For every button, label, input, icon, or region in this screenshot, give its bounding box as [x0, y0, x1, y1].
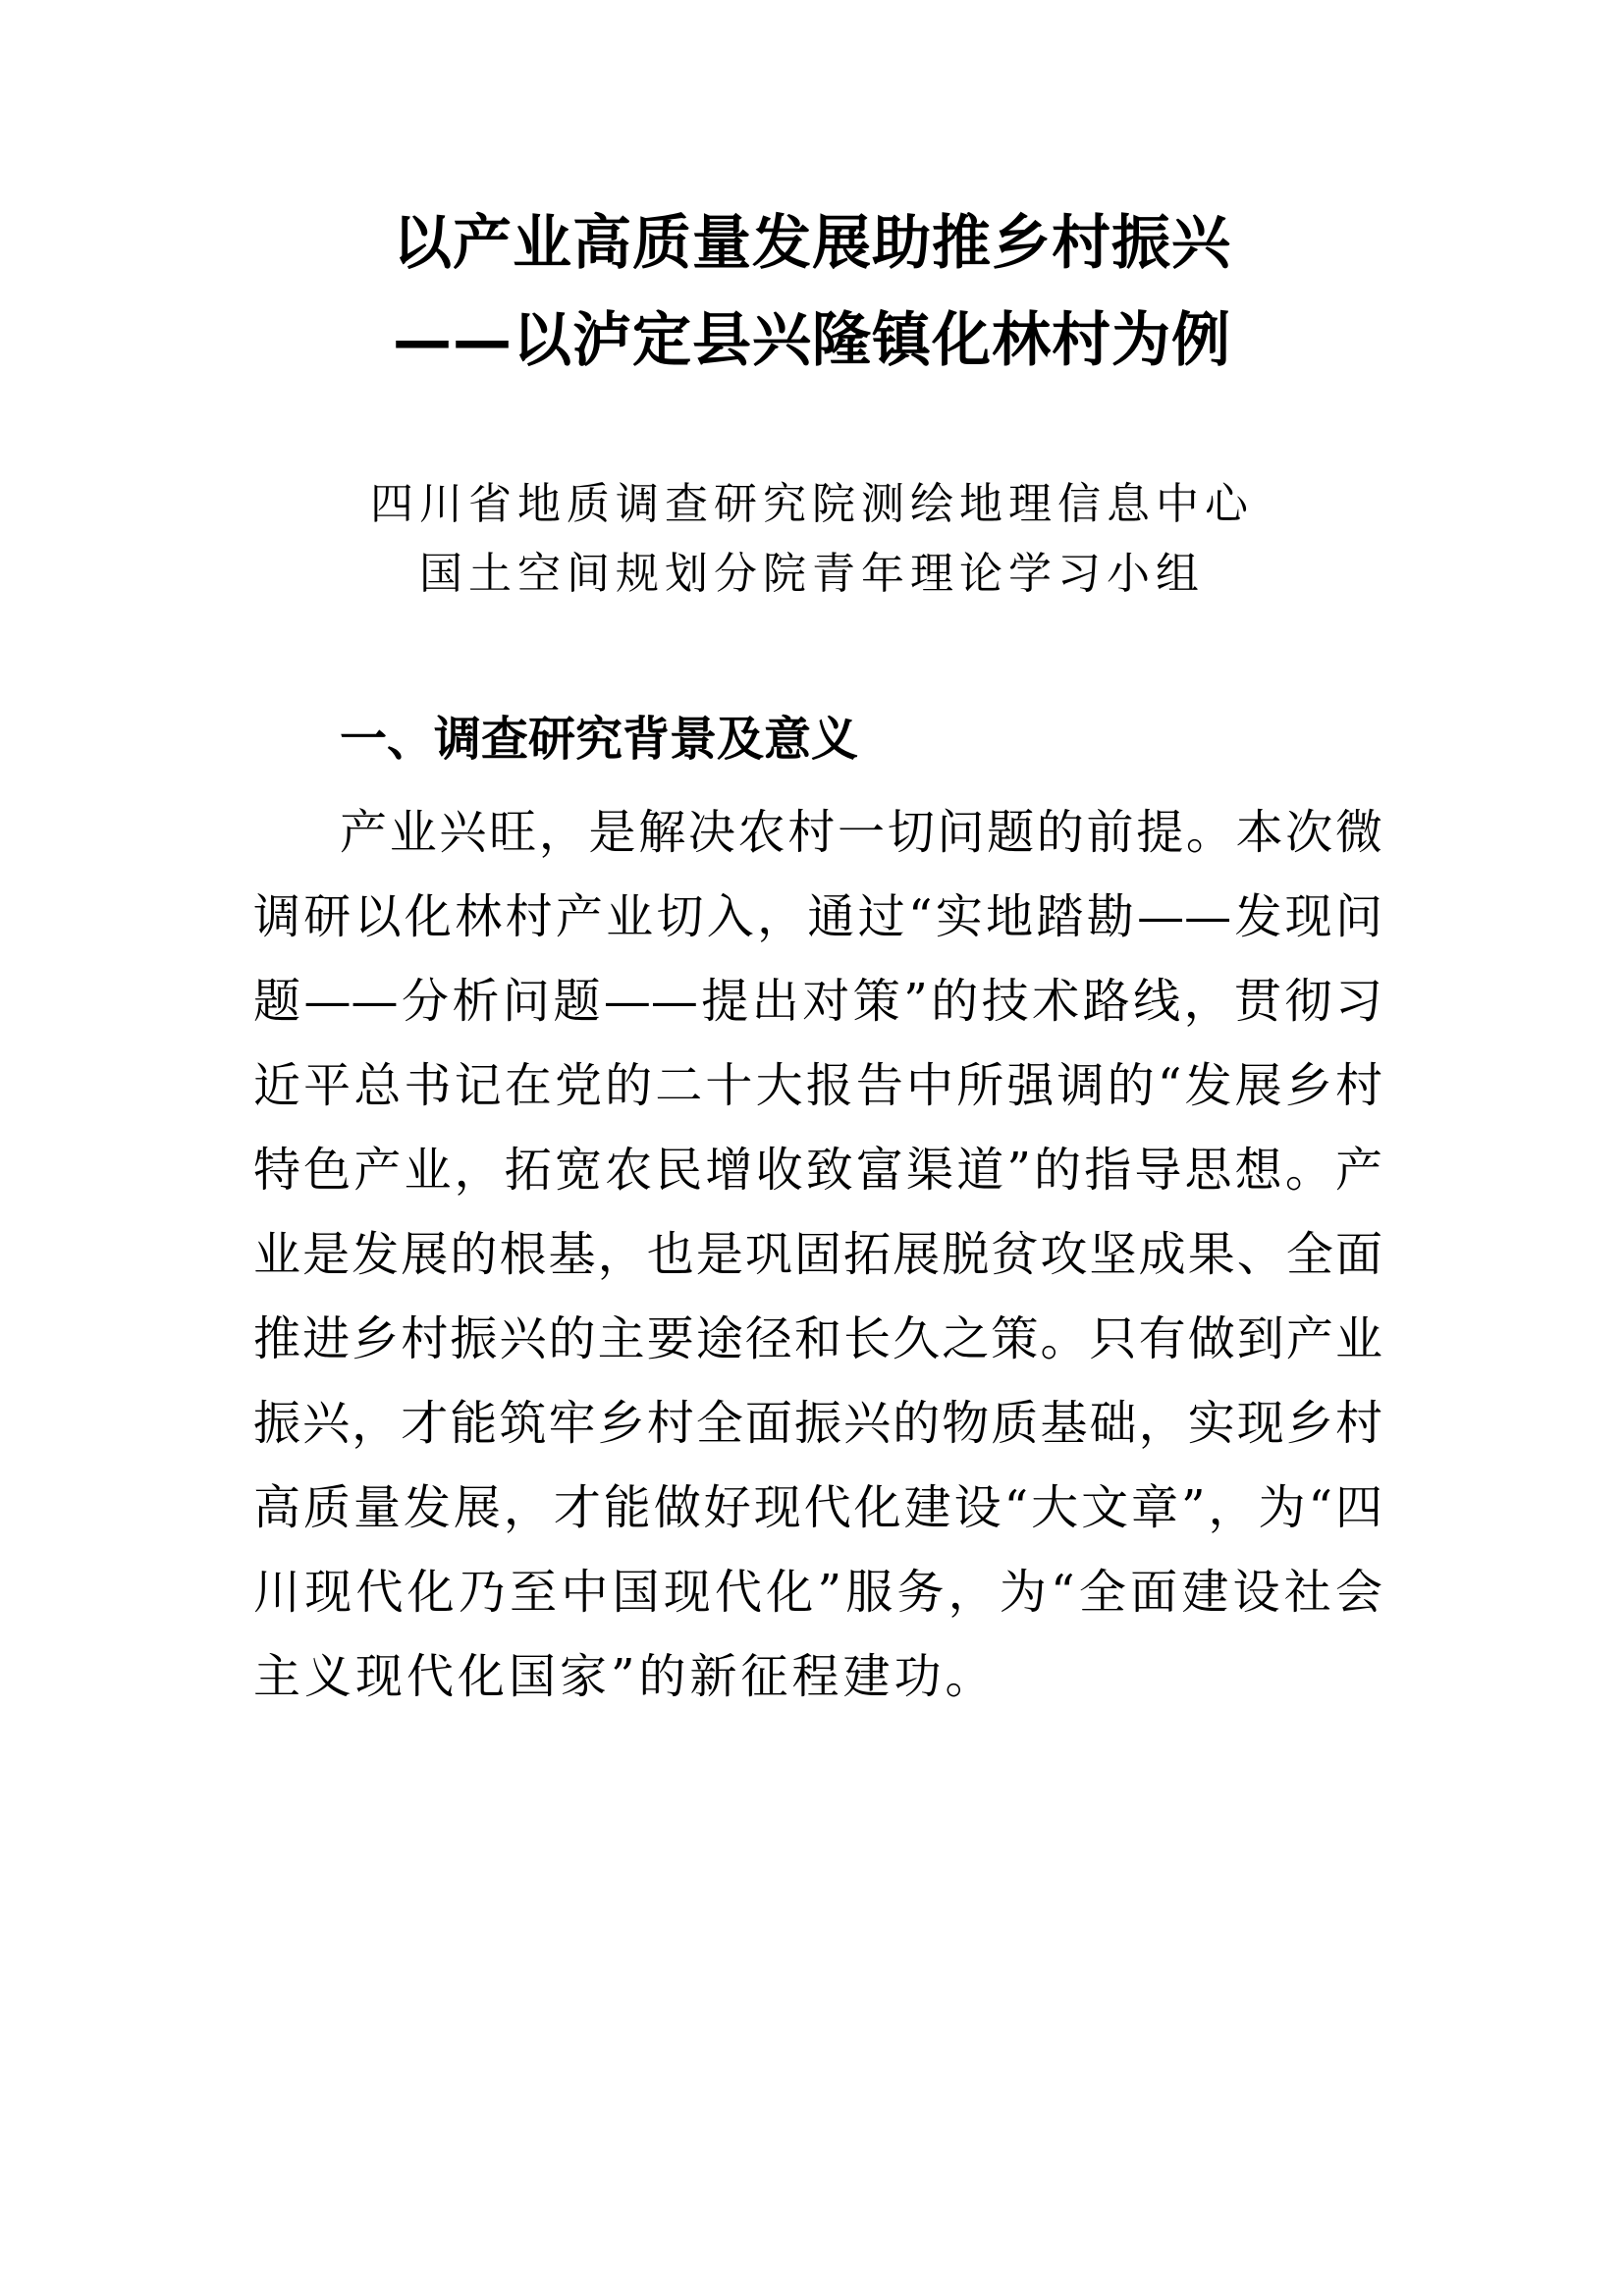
paragraph-line: 特色产业，拓宽农民增收致富渠道”的指导思想。产 [253, 1143, 1382, 1198]
title-line-2: ——以泸定县兴隆镇化林村为例 [393, 306, 1231, 375]
paragraph-line: 业是发展的根基，也是巩固拓展脱贫攻坚成果、全面 [253, 1227, 1382, 1282]
paragraph-line: 产业兴旺，是解决农村一切问题的前提。本次微 [340, 805, 1382, 860]
title-line-1: 以产业高质量发展助推乡村振兴 [393, 209, 1231, 278]
paragraph-line: 调研以化林村产业切入，通过“实地踏勘——发现问 [253, 889, 1382, 944]
paragraph-line: 振兴，才能筑牢乡村全面振兴的物质基础，实现乡村 [253, 1396, 1382, 1451]
paragraph-line: 川现代化乃至中国现代化”服务，为“全面建设社会 [253, 1565, 1382, 1620]
section-heading: 一、调查研究背景及意义 [340, 712, 859, 767]
paragraph-line: 主义现代化国家”的新征程建功。 [253, 1649, 997, 1704]
paragraph-line: 题——分析问题——提出对策”的技术路线，贯彻习 [253, 974, 1382, 1029]
paragraph-line: 近平总书记在党的二十大报告中所强调的“发展乡村 [253, 1058, 1382, 1113]
paragraph-line: 高质量发展，才能做好现代化建设“大文章”，为“四 [253, 1480, 1382, 1535]
author-line-1: 四川省地质调查研究院测绘地理信息中心 [370, 479, 1254, 529]
paragraph-line: 推进乡村振兴的主要途径和长久之策。只有做到产业 [253, 1311, 1382, 1366]
author-line-2: 国土空间规划分院青年理论学习小组 [419, 549, 1205, 599]
